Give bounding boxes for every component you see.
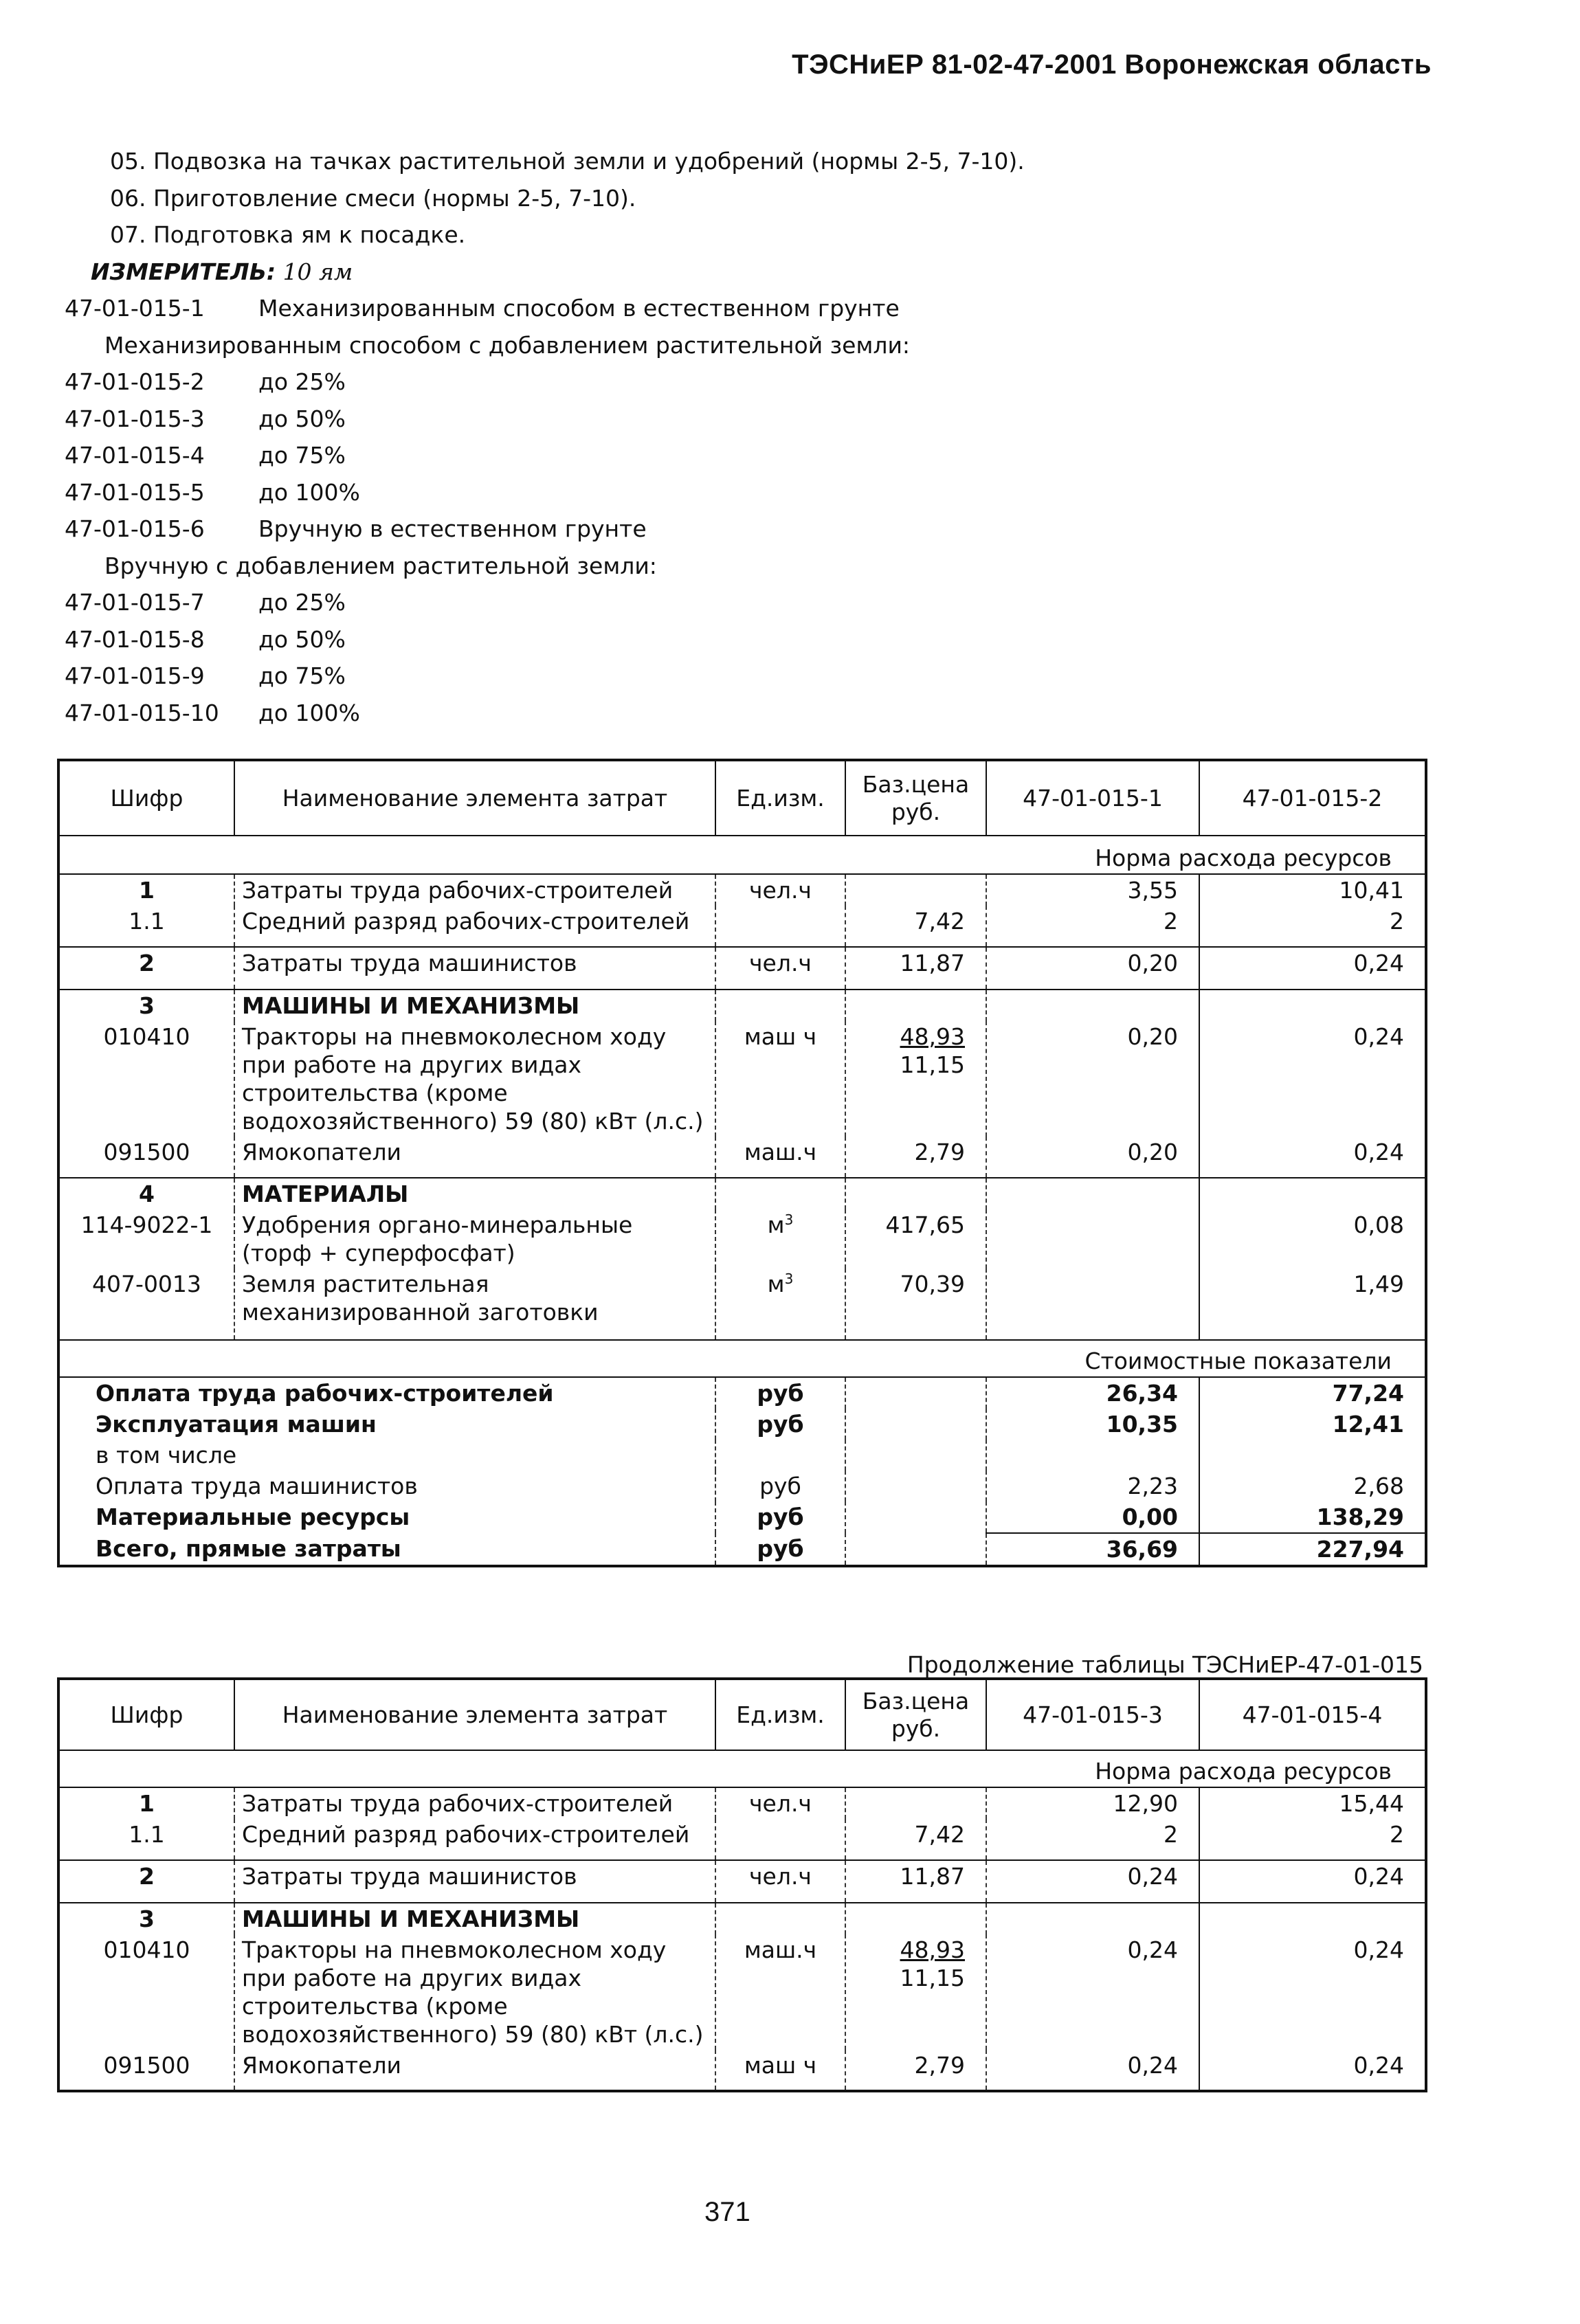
table-header-row xyxy=(58,760,1426,836)
table-row: 010410 Тракторы на пневмоколесном ходу при работе на других видах строительства (кроме водохозяйственного) 59 (80) кВт (л.с.) маш ч 48,93 11,15 0,20 0,24 xyxy=(58,1021,1426,1137)
norm-label: Норма расхода ресурсов xyxy=(58,836,1426,874)
code-item: 47-01-015-1 Механизированным способом в естественном грунте xyxy=(65,295,900,322)
code-subheading: Механизированным способом с добавлением растительной земли: xyxy=(104,331,911,359)
operation-item: 05. Подвозка на тачках растительной земли и удобрений (нормы 2-5, 7-10). xyxy=(110,148,1025,175)
total-row: в том числе xyxy=(58,1440,1426,1471)
table-row: 010410 Тракторы на пневмоколесном ходу при работе на других видах строительства (кроме водохозяйственного) 59 (80) кВт (л.с.) маш.ч 48,93 11,15 0,24 0,24 xyxy=(58,1934,1426,2050)
table-row: 091500 Ямокопатели маш.ч 2,79 0,20 0,24 xyxy=(58,1137,1426,1178)
table-row: 091500 Ямокопатели маш ч 2,79 0,24 0,24 xyxy=(58,2050,1426,2091)
continuation-caption: Продолжение таблицы ТЭСНиЕР-47-01-015 xyxy=(906,1651,1423,1678)
table-row: 1 Затраты труда рабочих-строителей чел.ч 12,90 15,44 xyxy=(58,1787,1426,1819)
total-row: Всего, прямые затраты руб 36,69 227,94 xyxy=(58,1533,1426,1566)
table-row: 1.1 Средний разряд рабочих-строителей 7,42 2 2 xyxy=(58,1819,1426,1860)
code-item: 47-01-015-9 до 75% xyxy=(65,662,346,689)
table-row: 2 Затраты труда машинистов чел.ч 11,87 0,24 0,24 xyxy=(58,1860,1426,1903)
table-row: 2 Затраты труда машинистов чел.ч 11,87 0,20 0,24 xyxy=(58,947,1426,990)
table-row: 1.1 Средний разряд рабочих-строителей 7,42 2 2 xyxy=(58,906,1426,947)
header-col1: 47-01-015-1 xyxy=(986,760,1199,836)
code-item: 47-01-015-2 до 25% xyxy=(65,368,346,395)
code-item: 47-01-015-5 до 100% xyxy=(65,478,360,506)
table-row: 1 Затраты труда рабочих-строителей чел.ч 3,55 10,41 xyxy=(58,874,1426,906)
code-item: 47-01-015-4 до 75% xyxy=(65,442,346,469)
section-row: 3 МАШИНЫ И МЕХАНИЗМЫ xyxy=(58,990,1426,1021)
code-item: 47-01-015-7 до 25% xyxy=(65,589,346,616)
total-row: Эксплуатация машин руб 10,35 12,41 xyxy=(58,1409,1426,1440)
section-intro xyxy=(65,143,1370,731)
header-price: Баз.цена руб. xyxy=(845,1679,986,1750)
table-row: 407-0013 Земля растительная механизированной заготовки $м^3$ 70,39 1,49 xyxy=(58,1269,1426,1340)
code-item: 47-01-015-8 до 50% xyxy=(65,625,346,653)
code-item: 47-01-015-10 до 100% xyxy=(65,699,360,726)
total-row: Оплата труда рабочих-строителей руб 26,34 77,24 xyxy=(58,1377,1426,1409)
code-item: 47-01-015-6 Вручную в естественном грунте xyxy=(65,515,647,542)
header-col2: 47-01-015-2 xyxy=(1199,760,1426,836)
norms-table-2 xyxy=(57,1677,1427,2092)
code-item: 47-01-015-3 до 50% xyxy=(65,405,346,432)
header-col1: 47-01-015-3 xyxy=(986,1679,1199,1750)
total-row: Материальные ресурсы руб 0,00 138,29 xyxy=(58,1501,1426,1533)
header-name: Наименование элемента затрат xyxy=(234,760,715,836)
table-row: 114-9022-1 Удобрения органо-минеральные (торф + суперфосфат) $м^3$ 417,65 0,08 xyxy=(58,1209,1426,1269)
document-header: ТЭСНиЕР 81-02-47-2001 Воронежская область xyxy=(792,49,1432,80)
measure-line xyxy=(65,254,1370,291)
header-code: Шифр xyxy=(58,1679,234,1750)
norm-label: Норма расхода ресурсов xyxy=(58,1750,1426,1787)
operation-item: 07. Подготовка ям к посадке. xyxy=(110,221,466,248)
header-code: Шифр xyxy=(58,760,234,836)
code-subheading: Вручную с добавлением растительной земли: xyxy=(104,552,657,579)
norms-table-1 xyxy=(57,759,1427,1567)
page-number: 371 xyxy=(704,2197,750,2227)
measure-label: ИЗМЕРИТЕЛЬ: xyxy=(91,258,276,285)
header-unit: Ед.изм. xyxy=(715,760,845,836)
header-unit: Ед.изм. xyxy=(715,1679,845,1750)
total-row: Оплата труда машинистов руб 2,23 2,68 xyxy=(58,1471,1426,1501)
header-name: Наименование элемента затрат xyxy=(234,1679,715,1750)
cost-label: Стоимостные показатели xyxy=(58,1340,1426,1377)
operation-item: 06. Приготовление смеси (нормы 2-5, 7-10). xyxy=(110,184,636,212)
table-header-row xyxy=(58,1679,1426,1750)
section-row: 3 МАШИНЫ И МЕХАНИЗМЫ xyxy=(58,1903,1426,1934)
section-row: 4 МАТЕРИАЛЫ xyxy=(58,1178,1426,1209)
measure-value: 10 ям xyxy=(282,258,353,285)
header-price: Баз.цена руб. xyxy=(845,760,986,836)
header-col2: 47-01-015-4 xyxy=(1199,1679,1426,1750)
